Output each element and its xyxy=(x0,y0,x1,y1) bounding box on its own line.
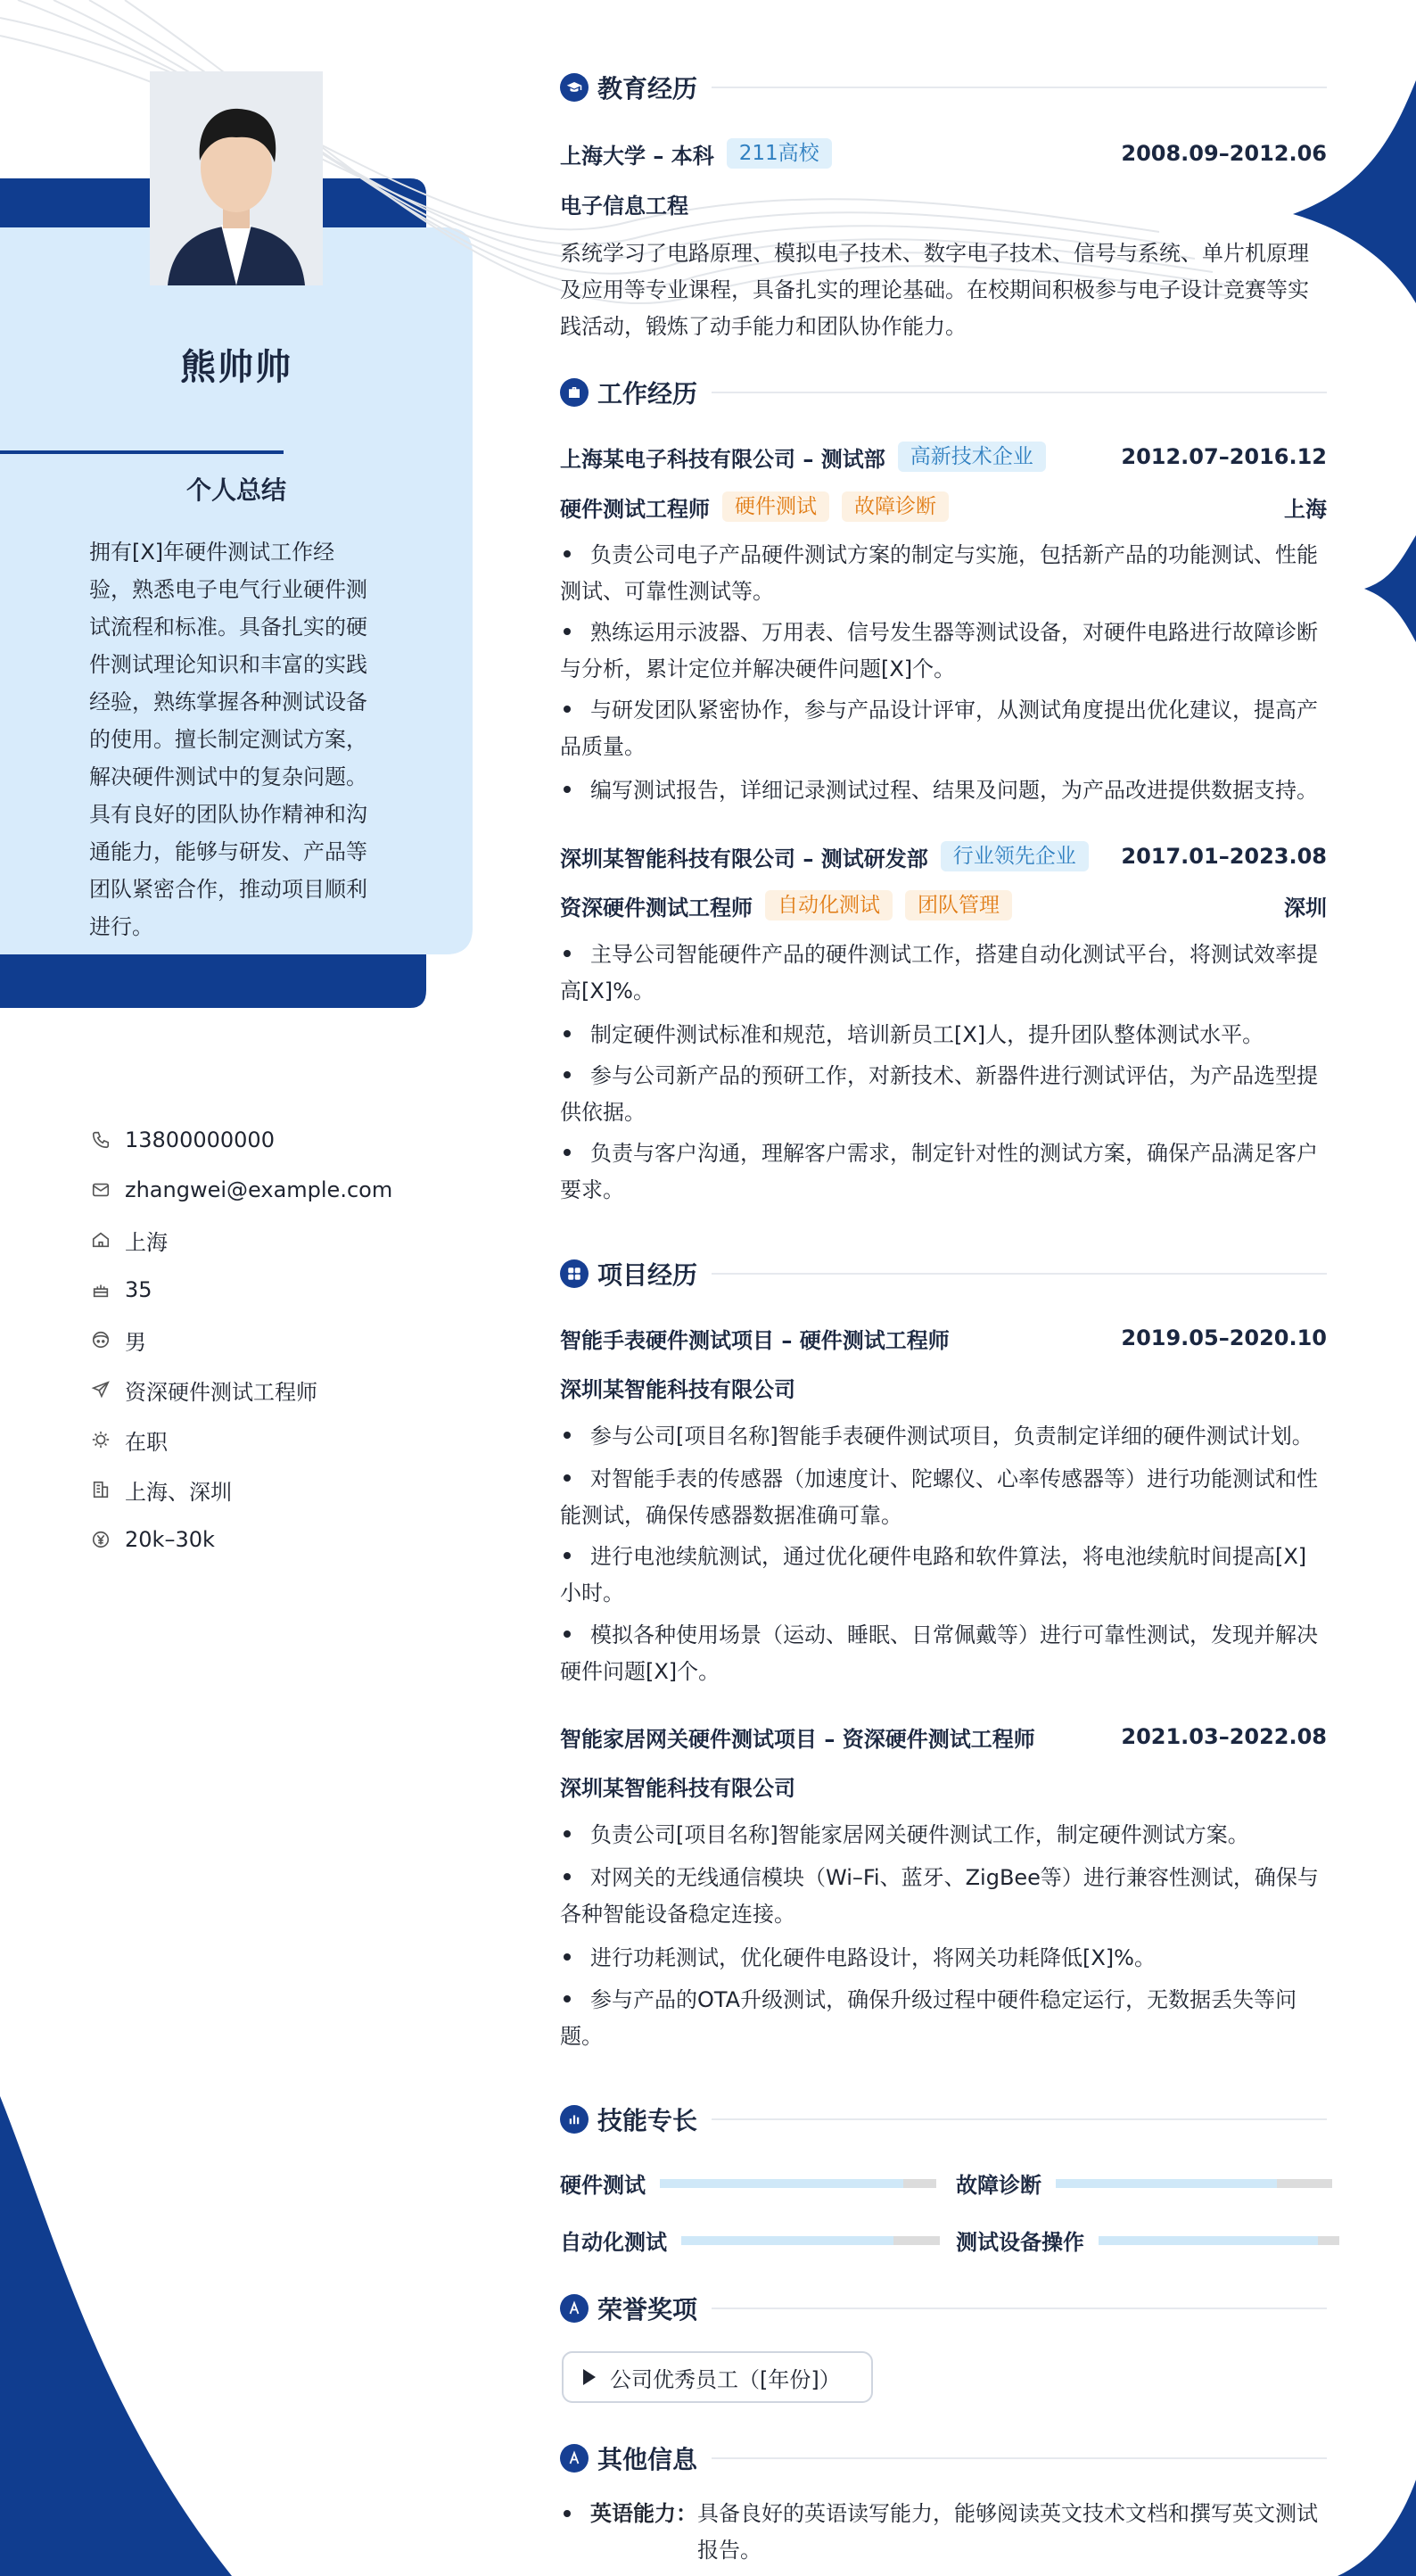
profile-name: 熊帅帅 xyxy=(180,347,292,388)
info-text: 35 xyxy=(125,1277,152,1302)
skill-item xyxy=(956,2167,1332,2199)
education-row xyxy=(560,134,1327,173)
other-key: 英语能力： xyxy=(590,2501,697,2526)
job-role-row xyxy=(560,487,1327,526)
section-divider xyxy=(712,1273,1327,1275)
info-text: 20k–30k xyxy=(125,1527,215,1552)
education-date: 2008.09–2012.06 xyxy=(1121,141,1327,166)
role-tag: 自动化测试 xyxy=(765,890,893,921)
section-title: 工作经历 xyxy=(597,379,698,409)
building-icon xyxy=(89,1478,112,1501)
other-section-header xyxy=(560,2440,1327,2476)
section-title: 项目经历 xyxy=(597,1260,698,1290)
info-text: zhangwei@example.com xyxy=(125,1177,393,1202)
info-text: 资深硬件测试工程师 xyxy=(125,1379,317,1405)
bar-chart-icon xyxy=(560,2105,589,2134)
list-item: 熟练运用示波器、万用表、信号发生器等测试设备，对硬件电路进行故障诊断与分析，累计定位并解决硬件问题[X]个。 xyxy=(560,620,1318,681)
job-header xyxy=(560,837,1327,876)
info-email xyxy=(89,1165,464,1215)
project-header xyxy=(560,1318,1327,1358)
list-item: 负责公司[项目名称]智能家居网关硬件测试工作，制定硬件测试方案。 xyxy=(560,1817,1327,1854)
skill-bar-fill xyxy=(660,2179,903,2188)
age-icon xyxy=(89,1278,112,1301)
other-value: 具备良好的英语读写能力，能够阅读英文技术文档和撰写英文测试报告。 xyxy=(697,2501,1318,2563)
skill-bar xyxy=(681,2236,940,2245)
list-item: 进行电池续航测试，通过优化硬件电路和软件算法，将电池续航时间提高[X]小时。 xyxy=(560,1544,1307,1606)
company-tag: 行业领先企业 xyxy=(941,841,1089,871)
job-company: 深圳某智能科技有限公司 – 测试研发部 xyxy=(560,846,928,871)
project-company: 深圳某智能科技有限公司 xyxy=(560,1775,795,1801)
info-position xyxy=(89,1365,464,1415)
section-title: 技能专长 xyxy=(597,2106,698,2135)
list-item: 对智能手表的传感器（加速度计、陀螺仪、心率传感器等）进行功能测试和性能测试，确保传感器数据准确可靠。 xyxy=(560,1466,1318,1528)
job-role: 资深硬件测试工程师 xyxy=(560,895,753,921)
phone-icon xyxy=(89,1128,112,1152)
skill-bar-fill xyxy=(1056,2179,1277,2188)
project-company-row xyxy=(560,1766,1327,1805)
job-role-row xyxy=(560,886,1327,925)
list-item: 负责公司电子产品硬件测试方案的制定与实施，包括新产品的功能测试、性能测试、可靠性测试等。 xyxy=(560,542,1318,604)
info-status xyxy=(89,1415,464,1465)
project-company-row xyxy=(560,1367,1327,1407)
grid-icon xyxy=(560,1259,589,1288)
awards-section-header xyxy=(560,2291,1327,2326)
contact-info xyxy=(89,1115,464,1565)
education-section-header xyxy=(560,70,1327,105)
list-item: 进行功耗测试，优化硬件电路设计，将网关功耗降低[X]%。 xyxy=(560,1940,1327,1977)
info-salary xyxy=(89,1515,464,1565)
info-text: 在职 xyxy=(125,1429,168,1455)
skills-section-header xyxy=(560,2101,1327,2137)
award-icon xyxy=(560,2294,589,2323)
info-age xyxy=(89,1265,464,1315)
education-description: 系统学习了电路原理、模拟电子技术、数字电子技术、信号与系统、单片机原理及应用等专业课程，具备扎实的理论基础。在校期间积极参与电子设计竞赛等实践活动，锻炼了动手能力和团队协作能力。 xyxy=(560,241,1309,339)
section-divider xyxy=(712,392,1327,393)
skill-item xyxy=(560,2225,940,2256)
job-city: 深圳 xyxy=(1284,895,1327,921)
project-company: 深圳某智能科技有限公司 xyxy=(560,1376,795,1402)
section-title: 其他信息 xyxy=(597,2445,698,2474)
list-item: 参与产品的OTA升级测试，确保升级过程中硬件稳定运行，无数据丢失等问题。 xyxy=(560,1987,1297,2049)
section-divider xyxy=(712,87,1327,88)
job-header xyxy=(560,437,1327,476)
skill-name: 故障诊断 xyxy=(956,2173,1041,2198)
work-section-header xyxy=(560,375,1327,410)
briefcase-icon xyxy=(560,378,589,407)
education-major-row xyxy=(560,184,1327,223)
list-item: 编写测试报告，详细记录测试过程、结果及问题，为产品改进提供数据支持。 xyxy=(560,772,1327,809)
salary-icon xyxy=(89,1528,112,1551)
list-item: 负责与客户沟通，理解客户需求，制定针对性的测试方案，确保产品满足客户要求。 xyxy=(560,1141,1318,1202)
other-item xyxy=(560,2496,1327,2569)
info-text: 上海、深圳 xyxy=(125,1479,232,1505)
list-item: 制定硬件测试标准和规范，培训新员工[X]人，提升团队整体测试水平。 xyxy=(560,1017,1327,1053)
job-date: 2017.01–2023.08 xyxy=(1121,844,1327,869)
school-name: 上海大学 – 本科 xyxy=(560,143,714,169)
job-date: 2012.07–2016.12 xyxy=(1121,444,1327,469)
info-icon xyxy=(560,2444,589,2473)
project-name: 智能家居网关硬件测试项目 – 资深硬件测试工程师 xyxy=(560,1726,1035,1752)
info-text: 13800000000 xyxy=(125,1127,275,1152)
summary-divider xyxy=(0,450,284,454)
gender-icon xyxy=(89,1328,112,1351)
role-tag: 硬件测试 xyxy=(722,491,829,522)
info-text: 上海 xyxy=(125,1229,168,1255)
list-item: 参与公司[项目名称]智能手表硬件测试项目，负责制定详细的硬件测试计划。 xyxy=(560,1418,1327,1455)
mail-icon xyxy=(89,1178,112,1201)
company-tag: 高新技术企业 xyxy=(898,442,1046,472)
award-item[interactable] xyxy=(562,2351,873,2403)
play-icon xyxy=(583,2369,596,2385)
info-phone xyxy=(89,1115,464,1165)
list-item: 参与公司新产品的预研工作，对新技术、新器件进行测试评估，为产品选型提供依据。 xyxy=(560,1063,1318,1125)
skill-name: 测试设备操作 xyxy=(956,2230,1084,2255)
project-name: 智能手表硬件测试项目 – 硬件测试工程师 xyxy=(560,1327,950,1353)
graduation-cap-icon xyxy=(560,73,589,102)
project-date: 2019.05–2020.10 xyxy=(1121,1325,1327,1350)
list-item: 主导公司智能硬件产品的硬件测试工作，搭建自动化测试平台，将测试效率提高[X]%。 xyxy=(560,942,1318,1003)
school-tag: 211高校 xyxy=(727,138,832,169)
project-date: 2021.03–2022.08 xyxy=(1121,1724,1327,1749)
info-location xyxy=(89,1215,464,1265)
skill-name: 硬件测试 xyxy=(560,2173,646,2198)
major: 电子信息工程 xyxy=(560,193,688,219)
avatar xyxy=(150,71,323,285)
skill-bar xyxy=(660,2179,936,2188)
send-icon xyxy=(89,1378,112,1401)
summary-text: 拥有[X]年硬件测试工作经验，熟悉电子电气行业硬件测试流程和标准。具备扎实的硬件测试理论知识和丰富的实践经验，熟练掌握各种测试设备的使用。擅长制定测试方案，解决硬件测试中的复杂问题。具有良好的团队协作精神和沟通能力，能够与研发、产品等团队紧密合作，推动项目顺利进行。 xyxy=(89,540,367,939)
skill-bar-fill xyxy=(1099,2236,1318,2245)
list-item: 模拟各种使用场景（运动、睡眠、日常佩戴等）进行可靠性测试，发现并解决硬件问题[X]个。 xyxy=(560,1622,1318,1684)
skill-name: 自动化测试 xyxy=(560,2230,667,2255)
section-divider xyxy=(712,2457,1327,2459)
section-title: 荣誉奖项 xyxy=(597,2295,698,2324)
section-divider xyxy=(712,2118,1327,2120)
list-item: 对网关的无线通信模块（Wi–Fi、蓝牙、ZigBee等）进行兼容性测试，确保与各种智能设备稳定连接。 xyxy=(560,1865,1319,1927)
job-company: 上海某电子科技有限公司 – 测试部 xyxy=(560,446,885,472)
skill-bar xyxy=(1056,2179,1332,2188)
info-cities xyxy=(89,1465,464,1515)
section-title: 教育经历 xyxy=(597,74,698,103)
award-text: 公司优秀员工（[年份]） xyxy=(610,2366,841,2392)
summary-title: 个人总结 xyxy=(185,475,286,505)
home-icon xyxy=(89,1228,112,1251)
info-gender xyxy=(89,1315,464,1365)
skill-item xyxy=(956,2225,1339,2256)
list-item: 与研发团队紧密协作，参与产品设计评审，从测试角度提出优化建议，提高产品质量。 xyxy=(560,698,1318,759)
project-header xyxy=(560,1717,1327,1756)
role-tag: 故障诊断 xyxy=(842,491,949,522)
section-divider xyxy=(712,2308,1327,2309)
role-tag: 团队管理 xyxy=(905,890,1012,921)
job-city: 上海 xyxy=(1284,496,1327,522)
info-text: 男 xyxy=(125,1329,146,1355)
skill-bar xyxy=(1099,2236,1339,2245)
skill-bar-fill xyxy=(681,2236,893,2245)
job-role: 硬件测试工程师 xyxy=(560,496,710,522)
skill-item xyxy=(560,2167,936,2199)
projects-section-header xyxy=(560,1256,1327,1292)
status-icon xyxy=(89,1428,112,1451)
